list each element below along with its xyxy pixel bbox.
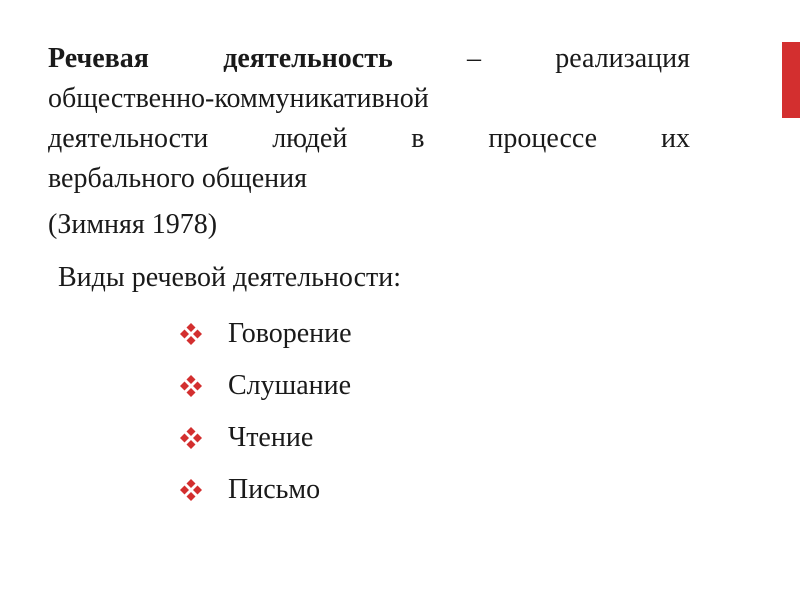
diamond-bullet-icon	[180, 375, 202, 397]
definition-paragraph	[48, 39, 690, 199]
definition-term: Речевая деятельность	[48, 43, 393, 74]
definition-line-3: деятельности людей в процессе их	[48, 123, 690, 154]
list-item-speaking	[180, 308, 352, 360]
list-item-label: Говорение	[228, 318, 352, 349]
list-item-reading	[180, 412, 352, 464]
definition-line-4: вербального общения	[48, 163, 307, 194]
list-item-label: Письмо	[228, 474, 321, 505]
list-item-label: Чтение	[228, 422, 314, 453]
definition-line-2: общественно-коммуникативной	[48, 83, 429, 114]
accent-bar	[782, 42, 800, 118]
diamond-bullet-icon	[180, 323, 202, 345]
diamond-bullet-icon	[180, 427, 202, 449]
definition-line-1	[48, 39, 690, 79]
list-item-listening	[180, 360, 352, 412]
types-list	[180, 308, 352, 516]
list-item-writing	[180, 464, 352, 516]
diamond-bullet-icon	[180, 479, 202, 501]
citation: (Зимняя 1978)	[48, 209, 218, 240]
types-heading: Виды речевой деятельности:	[58, 262, 402, 293]
list-item-label: Слушание	[228, 370, 352, 401]
definition-line-1-rest: – реализация	[392, 43, 690, 74]
